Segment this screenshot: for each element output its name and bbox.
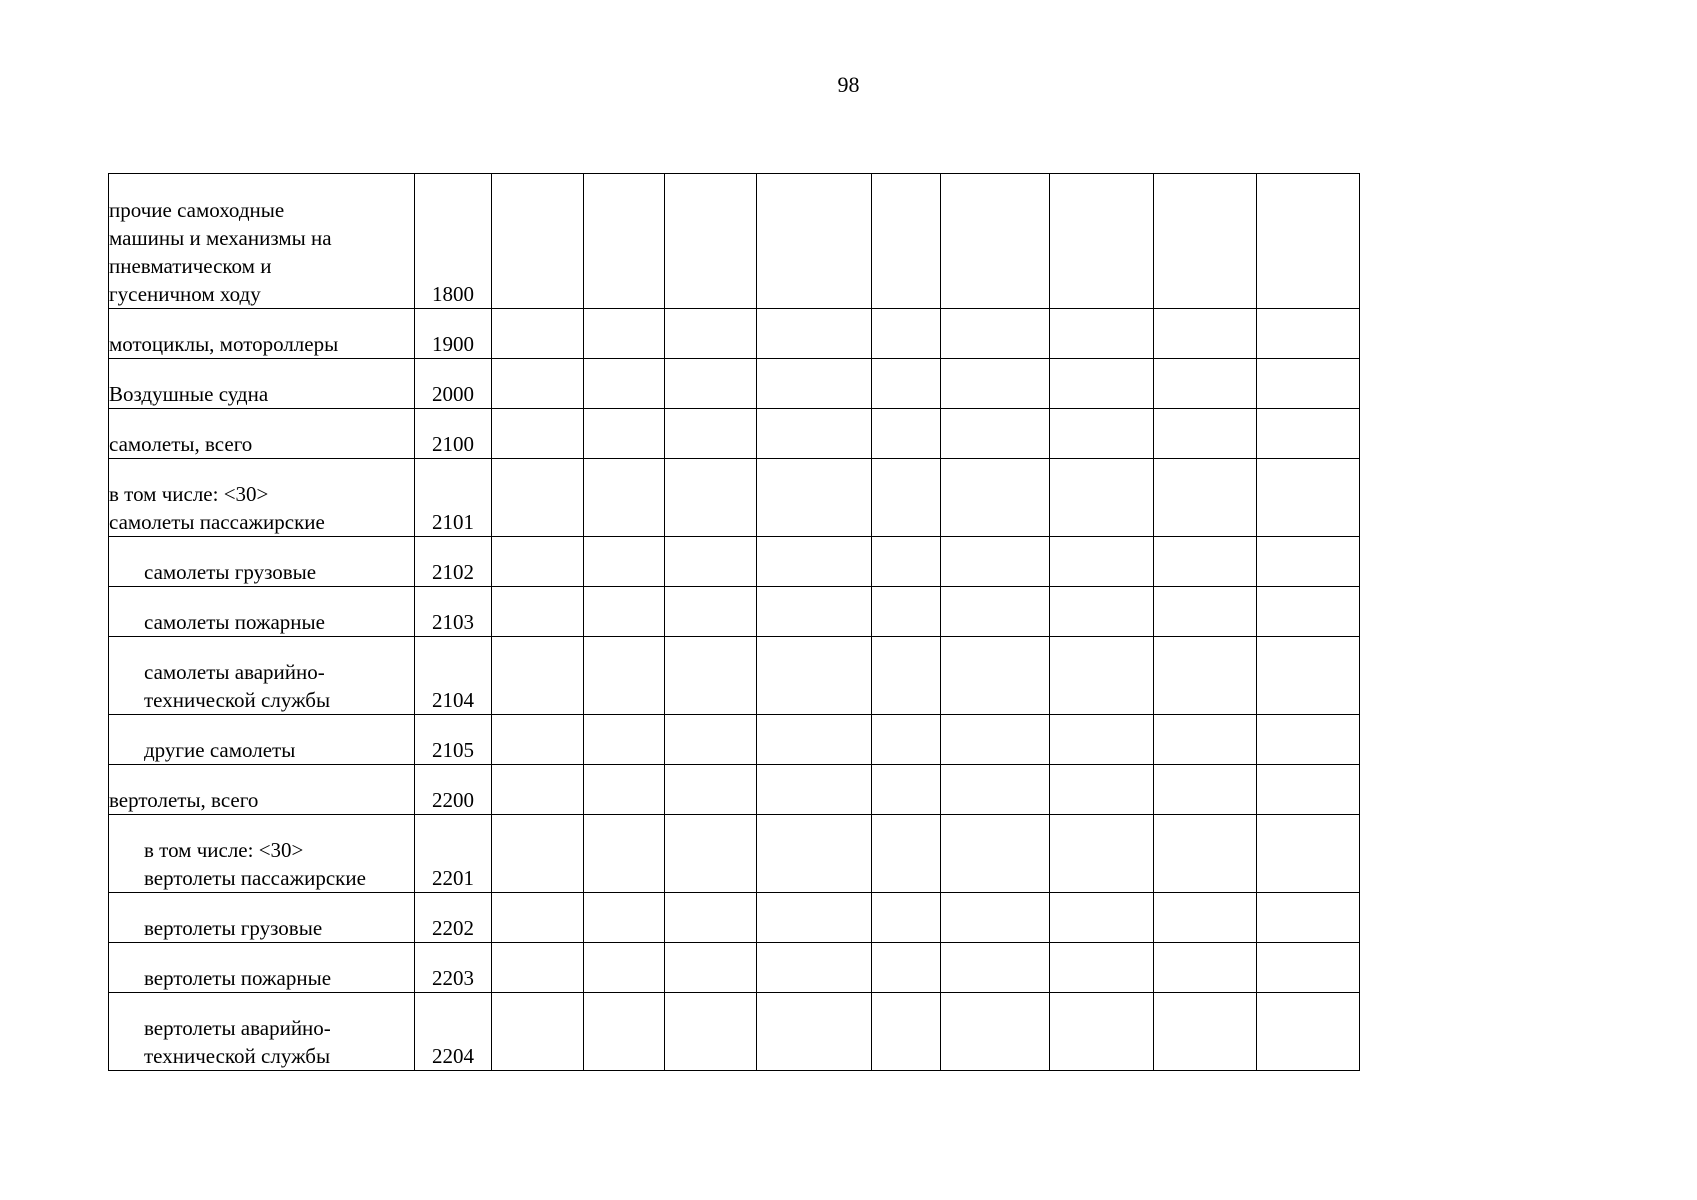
row-label-text: прочие самоходные машины и механизмы на пневматическом и гусеничном ходу [109,198,332,306]
value-cell [1050,309,1154,359]
table-row [109,309,1360,359]
row-code: 2204 [415,993,492,1071]
value-cell [665,537,757,587]
value-cell [941,993,1050,1071]
value-cell [584,587,665,637]
value-cell [665,715,757,765]
value-cell [1257,815,1360,893]
value-cell [665,943,757,993]
row-label [109,893,415,943]
row-code: 2104 [415,637,492,715]
value-cell [492,637,584,715]
value-cell [1154,537,1257,587]
value-cell [872,715,941,765]
value-cell [941,765,1050,815]
table-row [109,943,1360,993]
value-cell [872,459,941,537]
value-cell [1050,815,1154,893]
value-cell [1050,587,1154,637]
value-cell [757,537,872,587]
table-row [109,893,1360,943]
value-cell [941,309,1050,359]
value-cell [872,309,941,359]
value-cell [492,309,584,359]
value-cell [1257,893,1360,943]
row-label [109,993,415,1071]
value-cell [1154,587,1257,637]
row-label-text: другие самолеты [144,738,296,762]
value-cell [872,537,941,587]
value-cell [1154,174,1257,309]
value-cell [665,587,757,637]
value-cell [584,815,665,893]
value-cell [584,715,665,765]
value-cell [492,943,584,993]
row-code: 2103 [415,587,492,637]
value-cell [872,815,941,893]
value-cell [941,637,1050,715]
value-cell [584,309,665,359]
row-label [109,815,415,893]
row-label-text: вертолеты грузовые [144,916,323,940]
value-cell [872,409,941,459]
value-cell [757,359,872,409]
value-cell [1154,409,1257,459]
value-cell [757,943,872,993]
row-label-text: вертолеты пожарные [144,966,332,990]
table-row [109,359,1360,409]
row-label [109,359,415,409]
row-label-text: самолеты грузовые [144,560,317,584]
value-cell [1154,637,1257,715]
row-label-text: самолеты, всего [109,432,253,456]
value-cell [1154,309,1257,359]
value-cell [492,765,584,815]
row-code: 2000 [415,359,492,409]
row-code: 2105 [415,715,492,765]
row-label-text: в том числе: <30> самолеты пассажирские [109,482,325,534]
row-label [109,537,415,587]
row-label-text: в том числе: <30> вертолеты пассажирские [144,838,366,890]
value-cell [941,537,1050,587]
row-label [109,409,415,459]
table-row [109,815,1360,893]
value-cell [1050,409,1154,459]
value-cell [665,815,757,893]
value-cell [872,637,941,715]
value-cell [1154,993,1257,1071]
value-cell [757,459,872,537]
value-cell [757,993,872,1071]
value-cell [941,815,1050,893]
table-row [109,587,1360,637]
value-cell [492,587,584,637]
value-cell [492,459,584,537]
value-cell [1050,459,1154,537]
value-cell [1050,893,1154,943]
row-label-text: мотоциклы, мотороллеры [109,332,339,356]
value-cell [1050,174,1154,309]
value-cell [665,459,757,537]
value-cell [1257,537,1360,587]
row-code: 2200 [415,765,492,815]
row-code: 2203 [415,943,492,993]
value-cell [1154,765,1257,815]
value-cell [584,459,665,537]
value-cell [1050,943,1154,993]
table-row [109,715,1360,765]
value-cell [872,893,941,943]
table-row [109,765,1360,815]
row-label-text: вертолеты аварийно- технической службы [144,1016,331,1068]
value-cell [1154,359,1257,409]
row-code: 2202 [415,893,492,943]
value-cell [1154,715,1257,765]
row-label [109,943,415,993]
value-cell [492,409,584,459]
value-cell [584,893,665,943]
row-label [109,715,415,765]
table-row [109,409,1360,459]
value-cell [941,943,1050,993]
value-cell [584,637,665,715]
value-cell [757,765,872,815]
value-cell [1050,537,1154,587]
value-cell [492,893,584,943]
value-cell [872,587,941,637]
row-label [109,587,415,637]
value-cell [665,359,757,409]
value-cell [1154,459,1257,537]
value-cell [492,715,584,765]
value-cell [941,409,1050,459]
value-cell [1050,637,1154,715]
value-cell [941,715,1050,765]
value-cell [665,637,757,715]
row-label [109,459,415,537]
value-cell [757,587,872,637]
report-table [108,173,1360,1071]
row-label-text: самолеты аварийно- технической службы [144,660,331,712]
value-cell [1257,587,1360,637]
value-cell [757,409,872,459]
table-row [109,459,1360,537]
value-cell [757,893,872,943]
value-cell [1257,715,1360,765]
value-cell [1257,637,1360,715]
value-cell [1050,359,1154,409]
table-row [109,537,1360,587]
value-cell [665,409,757,459]
value-cell [941,587,1050,637]
value-cell [1257,765,1360,815]
value-cell [872,943,941,993]
value-cell [492,174,584,309]
value-cell [757,309,872,359]
table-row [109,174,1360,309]
value-cell [872,359,941,409]
value-cell [665,993,757,1071]
row-label-text: самолеты пожарные [144,610,325,634]
row-label-text: вертолеты, всего [109,788,259,812]
row-code: 2101 [415,459,492,537]
value-cell [1257,174,1360,309]
value-cell [584,943,665,993]
row-label [109,174,415,309]
row-code: 2100 [415,409,492,459]
value-cell [584,765,665,815]
table-row [109,993,1360,1071]
value-cell [665,765,757,815]
page-number: 98 [837,72,860,97]
value-cell [1257,409,1360,459]
value-cell [1050,993,1154,1071]
value-cell [1257,943,1360,993]
value-cell [1257,459,1360,537]
value-cell [757,815,872,893]
value-cell [1257,309,1360,359]
value-cell [584,537,665,587]
value-cell [757,637,872,715]
value-cell [584,993,665,1071]
row-code: 1800 [415,174,492,309]
value-cell [941,359,1050,409]
value-cell [872,174,941,309]
value-cell [584,359,665,409]
table-row [109,637,1360,715]
row-label [109,309,415,359]
value-cell [584,409,665,459]
value-cell [492,815,584,893]
row-label-text: Воздушные судна [109,382,269,406]
value-cell [665,893,757,943]
row-code: 2201 [415,815,492,893]
value-cell [941,459,1050,537]
value-cell [872,765,941,815]
value-cell [1257,359,1360,409]
value-cell [492,993,584,1071]
value-cell [872,993,941,1071]
value-cell [665,309,757,359]
row-label [109,637,415,715]
row-code: 1900 [415,309,492,359]
value-cell [941,893,1050,943]
value-cell [584,174,665,309]
value-cell [492,359,584,409]
value-cell [492,537,584,587]
value-cell [1050,715,1154,765]
value-cell [757,174,872,309]
value-cell [1257,993,1360,1071]
row-code: 2102 [415,537,492,587]
value-cell [1050,765,1154,815]
value-cell [665,174,757,309]
value-cell [757,715,872,765]
value-cell [941,174,1050,309]
value-cell [1154,815,1257,893]
value-cell [1154,893,1257,943]
value-cell [1154,943,1257,993]
row-label [109,765,415,815]
